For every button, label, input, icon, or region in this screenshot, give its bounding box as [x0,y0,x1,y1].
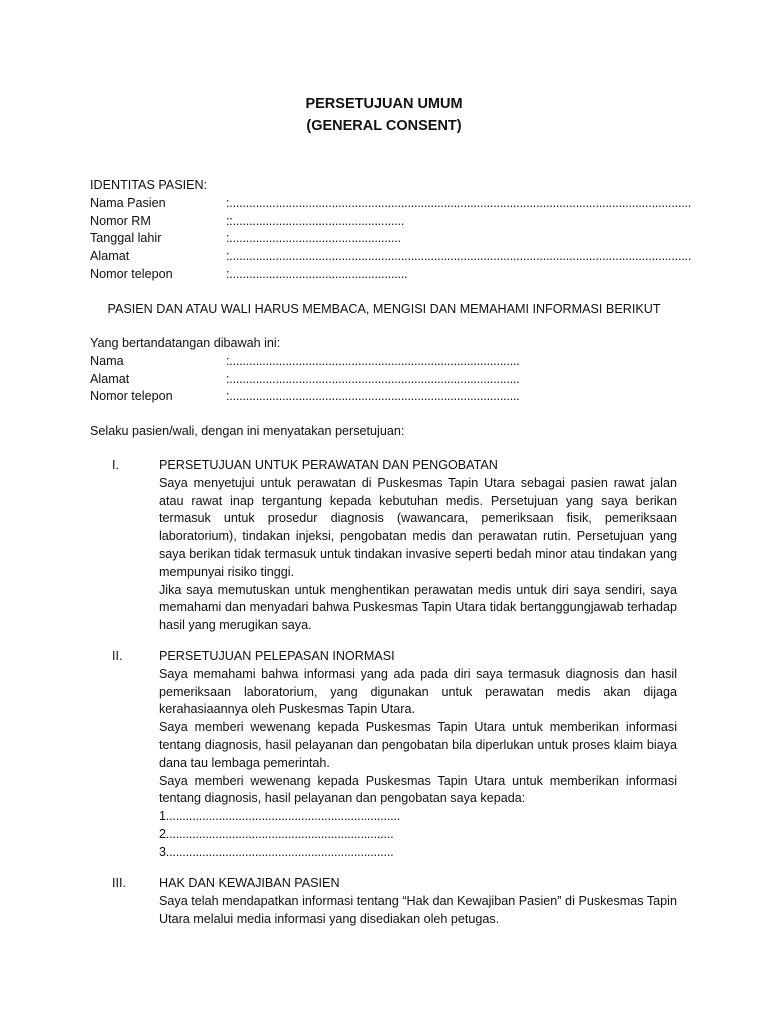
field-row [90,213,691,231]
paragraph: Jika saya memutuskan untuk menghentikan perawatan medis untuk diri saya sendiri, saya memahami dan menyadari bahwa Puskesmas Tapin Utara tidak bertanggungjawab terhadap hasil yang merugikan saya. [159,582,677,633]
phone-blank: :...................................................... [226,266,408,281]
field-row [90,353,520,371]
field-row [90,248,691,266]
patient-name-blank: :............................................................................................................................................ [226,195,692,210]
field-label: Alamat [90,371,130,386]
notice-text: PASIEN DAN ATAU WALI HARUS MEMBACA, MENGISI DAN MEMAHAMI INFORMASI BERIKUT [107,302,661,316]
statement-text: Selaku pasien/wali, dengan ini menyatakan persetujuan: [90,424,405,438]
section-number: III. [112,876,126,890]
patient-identity-heading: IDENTITAS PASIEN: [90,178,208,192]
field-row [90,371,520,389]
section-body [159,875,677,928]
recipient-blank-3: 3..................................................................... [159,844,394,859]
field-label: Nomor telepon [90,266,173,281]
medical-record-blank: ::.................................................... [226,213,405,228]
field-row [90,388,520,406]
signatory-heading: Yang bertandatangan dibawah ini: [90,336,281,350]
section-number: I. [112,458,119,472]
field-label: Nama Pasien [90,195,166,210]
signatory-phone-blank: :........................................................................................ [226,389,520,404]
paragraph: Saya memahami bahwa informasi yang ada pada diri saya termasuk diagnosis dan hasil pemeriksaan laboratorium, yang digunakan untuk perawatan medis akan dijaga kerahasiaannya oleh Puskesmas Tapin Utara. [159,666,677,717]
field-row [90,266,691,284]
section-body [159,648,677,862]
field-row [90,230,691,248]
paragraph: Saya telah mendapatkan informasi tentang “Hak dan Kewajiban Pasien” di Puskesmas Tapin Utara melalui media informasi yang disediakan oleh petugas. [159,893,677,926]
birth-date-blank: :.................................................... [226,231,401,246]
section-heading: HAK DAN KEWAJIBAN PASIEN [159,876,340,890]
recipient-blank-2: 2..................................................................... [159,826,394,841]
document-title: PERSETUJUAN UMUM [305,96,463,112]
field-label: Nomor RM [90,213,151,228]
signatory-address-blank: :........................................................................................ [226,371,520,386]
field-label: Nama [90,353,124,368]
section-body [159,457,677,635]
paragraph: Saya memberi wewenang kepada Puskesmas Tapin Utara untuk memberikan informasi tentang diagnosis, hasil pelayanan dan pengobatan bila diperlukan untuk proses klaim biaya dana tau lembaga pemerintah. [159,720,677,770]
address-blank: :............................................................................................................................................ [226,249,692,264]
section-heading: PERSETUJUAN UNTUK PERAWATAN DAN PENGOBATAN [159,458,498,472]
signatory-name-blank: :........................................................................................ [226,353,520,368]
section-number: II. [112,649,123,663]
recipient-blank-1: 1....................................................................... [159,809,401,824]
signatory-block [90,335,520,406]
paragraph: Saya memberi wewenang kepada Puskesmas Tapin Utara untuk memberikan informasi tentang diagnosis, hasil pelayanan dan pengobatan saya kepada: [159,773,677,806]
paragraph: Saya menyetujui untuk perawatan di Puskesmas Tapin Utara sebagai pasien rawat jalan atau rawat inap tergantung kepada kebutuhan medis. Persetujuan yang saya berikan termasuk untuk prosedur diagnosis (wawancara, pemeriksaan fisik, pemeriksaan laboratorium), tindakan injeksi, pengobatan medis dan perawatan rutin. Persetujuan yang saya berikan tidak termasuk untuk tindakan invasive seperti bedah minor atau tindakan yang mempunyai risiko tinggi. [159,475,677,579]
field-label: Nomor telepon [90,389,173,404]
document-subtitle: (GENERAL CONSENT) [306,118,462,134]
patient-identity-block [90,177,691,284]
field-label: Alamat [90,249,130,264]
field-label: Tanggal lahir [90,231,162,246]
field-row [90,195,691,213]
section-heading: PERSETUJUAN PELEPASAN INORMASI [159,649,395,663]
